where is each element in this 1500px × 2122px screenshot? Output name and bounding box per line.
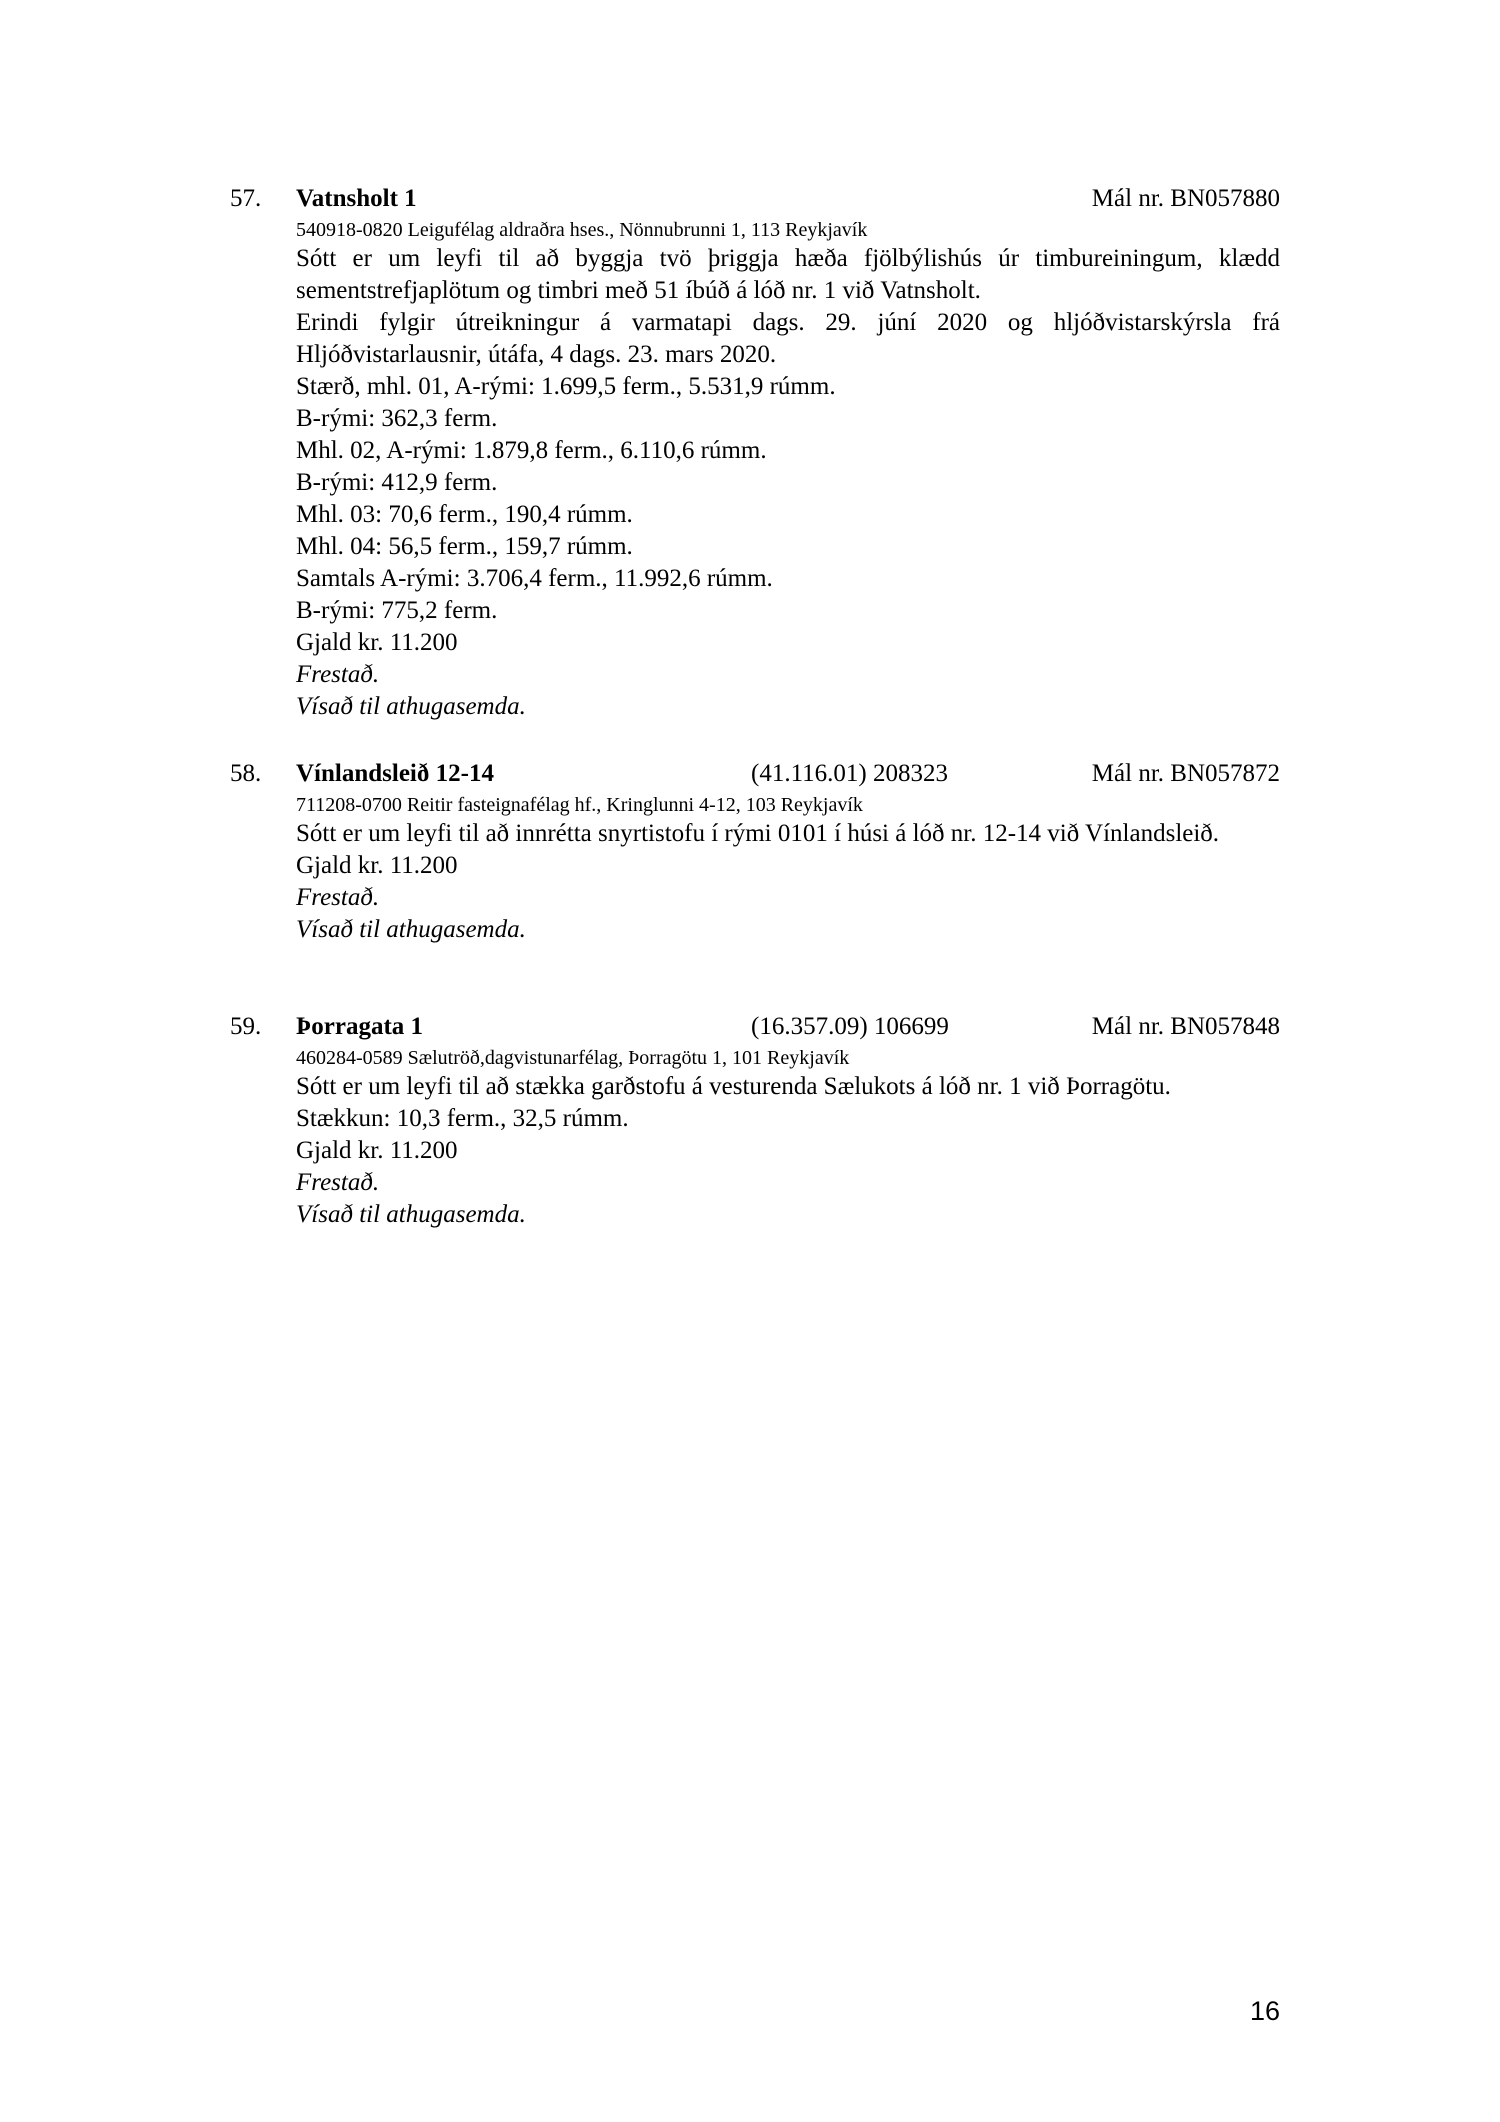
case-address: Þorragata 1	[296, 1013, 424, 1040]
application-description: Sótt er um leyfi til að stækka garðstofu á vesturenda Sælukots á lóð nr. 1 við Þorragötu.	[296, 1073, 1171, 1100]
referral: Vísað til athugasemda.	[296, 693, 526, 720]
case-entry	[230, 181, 1280, 723]
case-number: 57.	[230, 185, 262, 212]
case-address: Vínlandsleið 12-14	[296, 760, 494, 787]
size-line: B-rými: 412,9 ferm.	[296, 469, 498, 496]
size-line: Mhl. 03: 70,6 ferm., 190,4 rúmm.	[296, 501, 633, 528]
size-line: B-rými: 362,3 ferm.	[296, 405, 498, 432]
case-entry	[230, 1009, 1280, 1231]
applicant: 711208-0700 Reitir fasteignafélag hf., Kringlunni 4-12, 103 Reykjavík	[296, 794, 863, 816]
application-description: Sótt er um leyfi til að byggja tvö þriggja hæða fjölbýlishús úr timbureiningum, klædd sementstrefjaplötum og timbri með 51 íbúð á lóð nr. 1 við Vatnsholt.	[296, 245, 1280, 304]
size-line: Mhl. 04: 56,5 ferm., 159,7 rúmm.	[296, 533, 633, 560]
page-number: 16	[1249, 1996, 1280, 2026]
size-line: Stærð, mhl. 01, A-rými: 1.699,5 ferm., 5.531,9 rúmm.	[296, 373, 836, 400]
case-body	[296, 217, 1280, 723]
decision: Frestað.	[296, 1169, 380, 1196]
case-header	[230, 181, 1280, 217]
referral: Vísað til athugasemda.	[296, 916, 526, 943]
referral: Vísað til athugasemda.	[296, 1201, 526, 1228]
size-line: B-rými: 775,2 ferm.	[296, 597, 498, 624]
land-id: (41.116.01) 208323	[751, 760, 948, 787]
applicant: 540918-0820 Leigufélag aldraðra hses., Nönnubrunni 1, 113 Reykjavík	[296, 219, 868, 241]
case-entry	[230, 756, 1280, 946]
case-number: 58.	[230, 760, 262, 787]
land-id: (16.357.09) 106699	[751, 1013, 949, 1040]
case-body	[296, 1045, 1280, 1231]
attachment-note: Erindi fylgir útreikningur á varmatapi dags. 29. júní 2020 og hljóðvistarskýrsla frá Hljóðvistarlausnir, útáfa, 4 dags. 23. mars 2020.	[296, 309, 1280, 368]
case-reference: Mál nr. BN057848	[1091, 1013, 1280, 1040]
case-header	[230, 756, 1280, 792]
case-number: 59.	[230, 1013, 262, 1040]
applicant: 460284-0589 Sælutröð,dagvistunarfélag, Þorragötu 1, 101 Reykjavík	[296, 1047, 850, 1069]
case-body	[296, 792, 1280, 946]
fee: Gjald kr. 11.200	[296, 852, 458, 879]
size-line: Stækkun: 10,3 ferm., 32,5 rúmm.	[296, 1105, 629, 1132]
size-line: Samtals A-rými: 3.706,4 ferm., 11.992,6 rúmm.	[296, 565, 773, 592]
application-description: Sótt er um leyfi til að innrétta snyrtistofu í rými 0101 í húsi á lóð nr. 12-14 við Vínlandsleið.	[296, 820, 1220, 847]
case-address: Vatnsholt 1	[296, 185, 417, 212]
case-header	[230, 1009, 1280, 1045]
fee: Gjald kr. 11.200	[296, 1137, 458, 1164]
decision: Frestað.	[296, 884, 380, 911]
fee: Gjald kr. 11.200	[296, 629, 458, 656]
size-line: Mhl. 02, A-rými: 1.879,8 ferm., 6.110,6 rúmm.	[296, 437, 767, 464]
case-reference: Mál nr. BN057880	[1091, 185, 1280, 212]
decision: Frestað.	[296, 661, 380, 688]
case-reference: Mál nr. BN057872	[1091, 760, 1280, 787]
